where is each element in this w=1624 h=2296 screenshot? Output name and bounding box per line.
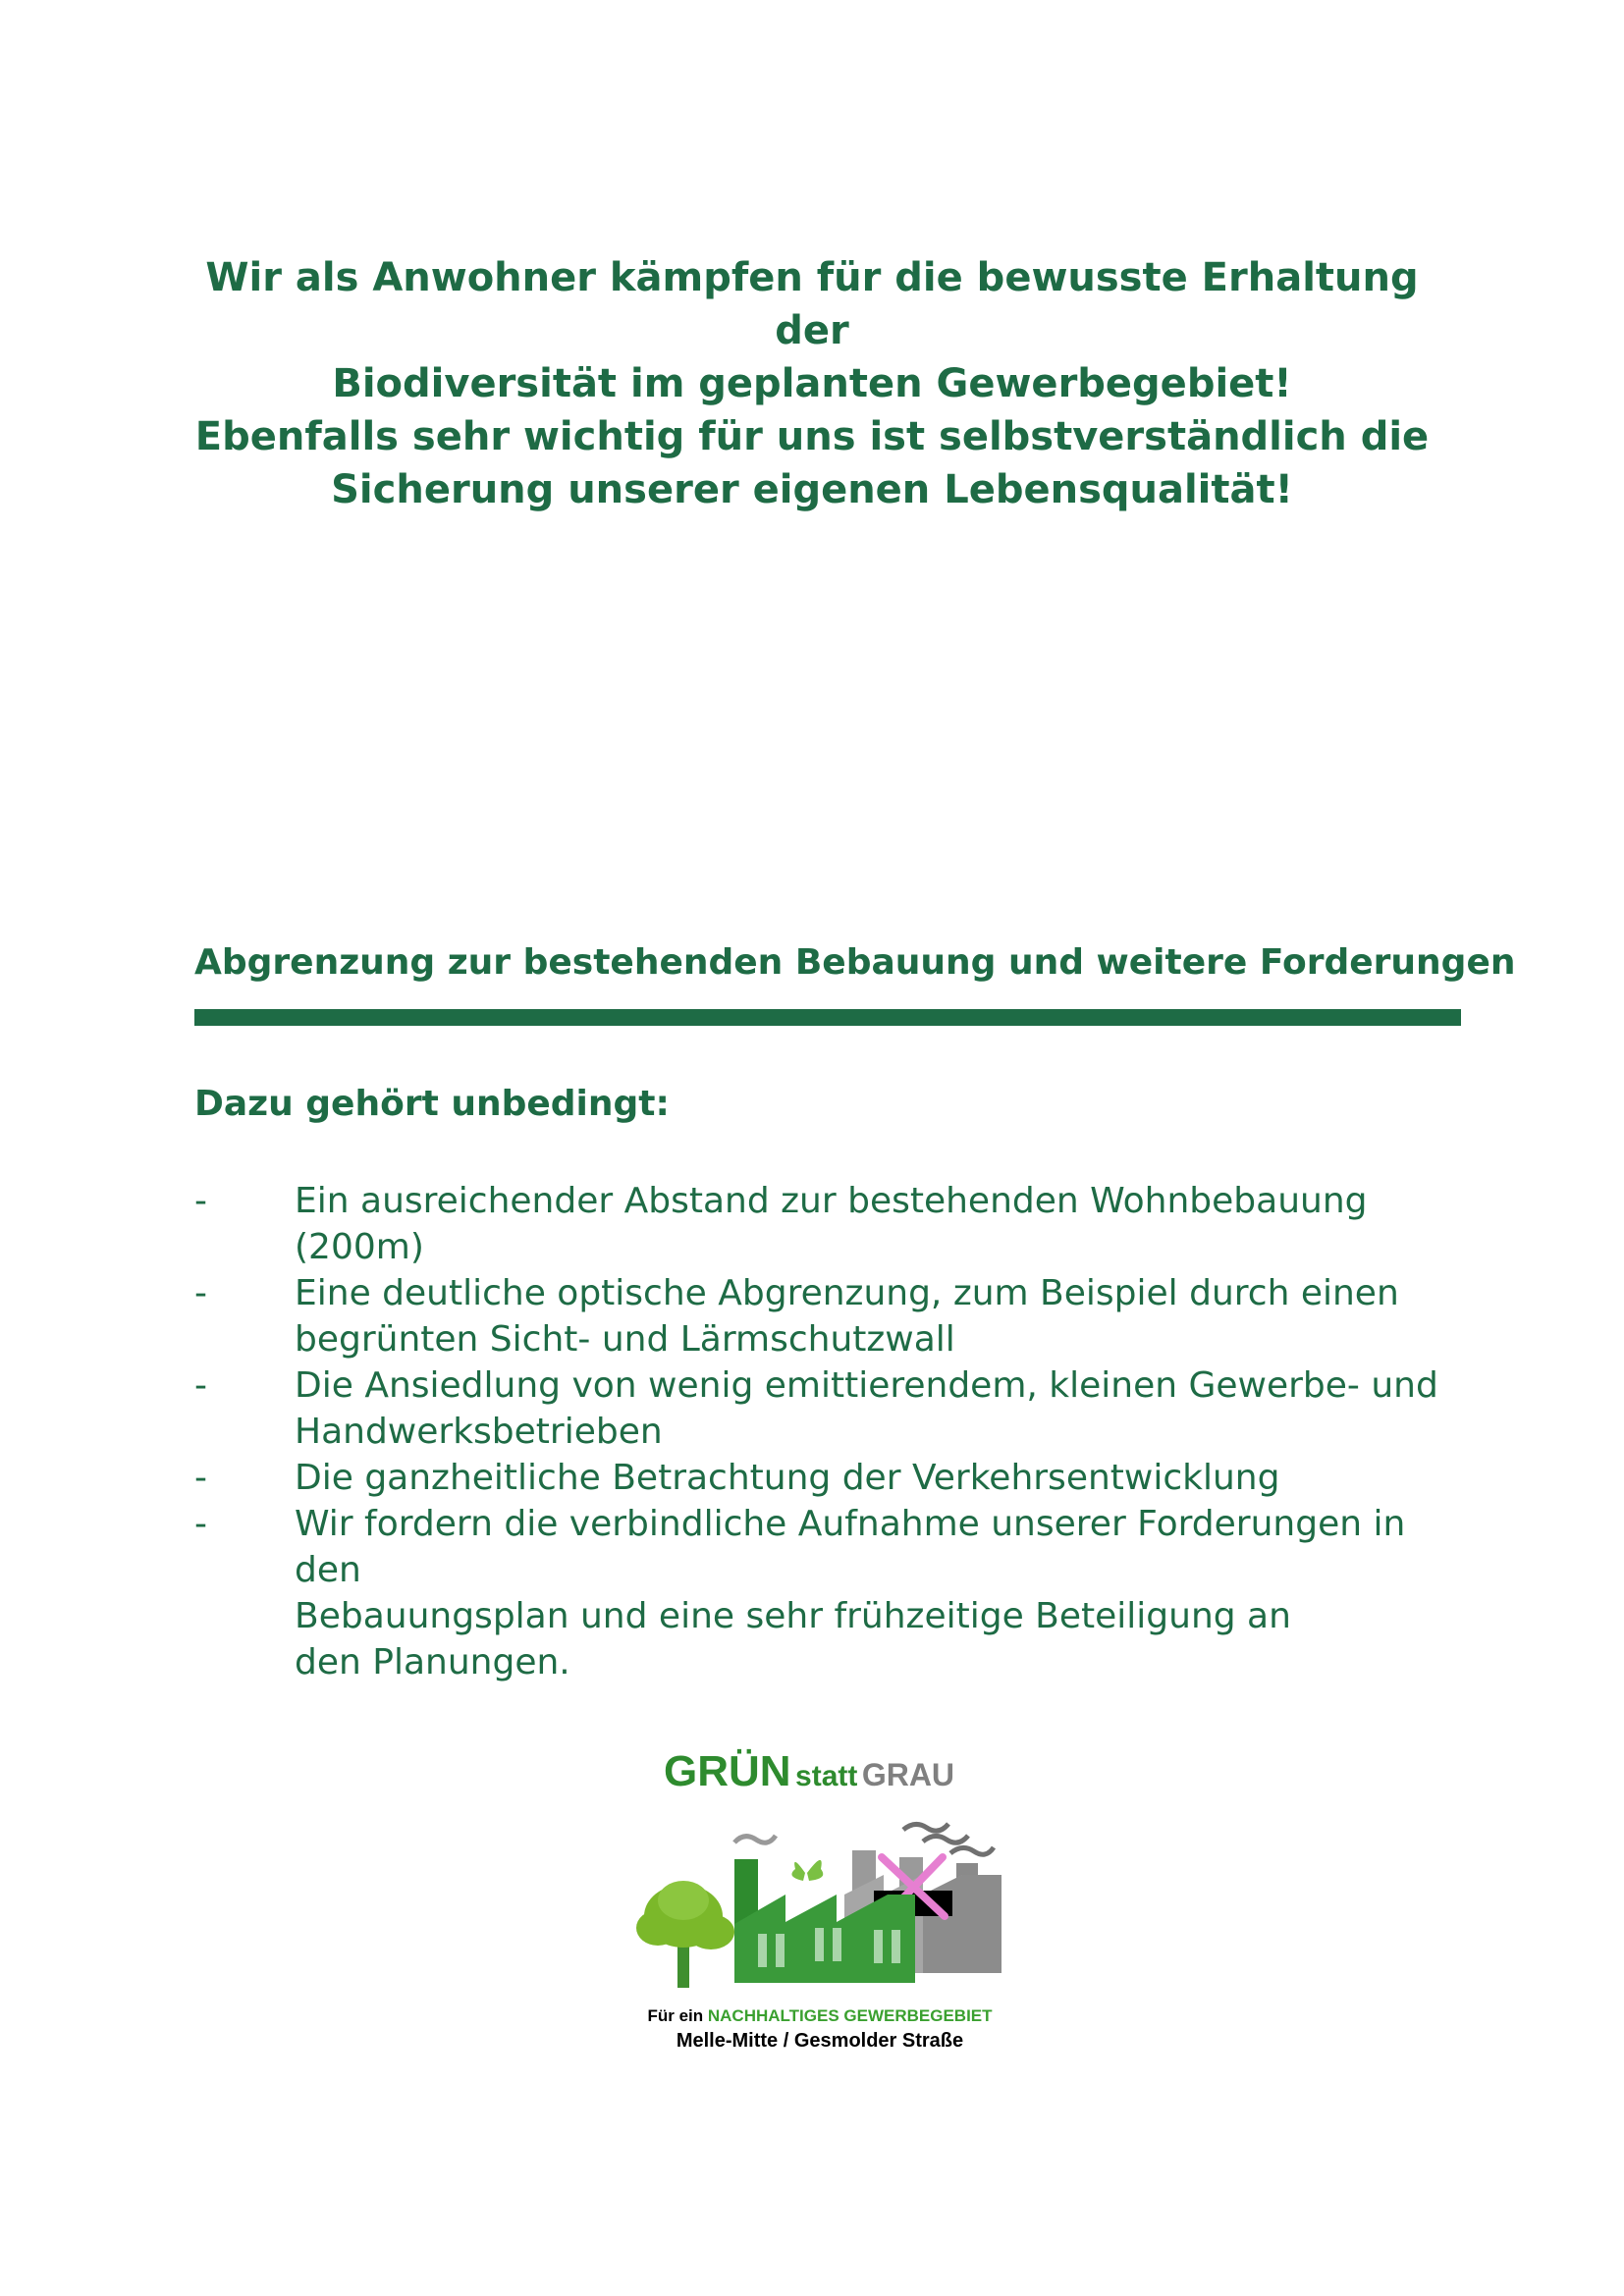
section-heading: Abgrenzung zur bestehenden Bebauung und weitere Forderungen bbox=[194, 942, 1516, 983]
headline-quality-of-life: Ebenfalls sehr wichtig für uns ist selbstverständlich die Sicherung unserer eigenen Lebensqualität! bbox=[194, 414, 1430, 512]
gruen-statt-grau-logo bbox=[628, 1747, 1011, 2071]
demands-list bbox=[194, 1178, 1471, 1685]
list-item-text: Die Ansiedlung von wenig emittierendem, kleinen Gewerbe- und Handwerksbetrieben bbox=[295, 1365, 1438, 1452]
list-bullet: - bbox=[194, 1273, 207, 1313]
list-item bbox=[194, 1362, 1471, 1455]
butterfly-icon bbox=[791, 1860, 823, 1881]
list-item bbox=[194, 1270, 1471, 1362]
list-bullet: - bbox=[194, 1458, 207, 1498]
logo-title-mid: statt bbox=[795, 1760, 858, 1792]
list-bullet: - bbox=[194, 1181, 207, 1221]
list-item bbox=[194, 1455, 1471, 1501]
green-factory-icon bbox=[734, 1836, 915, 1983]
logo-title-end: GRAU bbox=[861, 1757, 955, 1792]
logo-caption-prefix: Für ein bbox=[647, 2006, 704, 2025]
list-item-text: Ein ausreichender Abstand zur bestehenden Wohnbebauung (200m) bbox=[295, 1181, 1368, 1267]
logo-illustration bbox=[628, 1747, 1011, 2002]
tree-icon bbox=[636, 1881, 734, 1988]
section-intro: Dazu gehört unbedingt: bbox=[194, 1084, 670, 1124]
list-item-text: Eine deutliche optische Abgrenzung, zum Beispiel durch einen begrünten Sicht- und Lärmschutzwall bbox=[295, 1273, 1399, 1360]
headline-biodiversity: Wir als Anwohner kämpfen für die bewusste Erhaltung der Biodiversität im geplanten Gewerbegebiet! bbox=[205, 255, 1419, 406]
list-bullet: - bbox=[194, 1365, 207, 1406]
list-item-text: Wir fordern die verbindliche Aufnahme unserer Forderungen in den Bebauungsplan und eine sehr frühzeitige Beteiligung an den Planungen. bbox=[295, 1504, 1406, 1682]
section-divider bbox=[194, 1009, 1461, 1026]
logo-caption-line-2: Melle-Mitte / Gesmolder Straße bbox=[676, 2030, 964, 2052]
logo-caption-highlight: NACHHALTIGES GEWERBEGEBIET bbox=[707, 2006, 993, 2025]
list-item bbox=[194, 1178, 1471, 1270]
list-item-text: Die ganzheitliche Betrachtung der Verkehrsentwicklung bbox=[295, 1458, 1280, 1498]
logo-title-main: GRÜN bbox=[664, 1747, 791, 1795]
list-bullet: - bbox=[194, 1504, 207, 1544]
logo-caption-line-1 bbox=[628, 2006, 1011, 2026]
list-item bbox=[194, 1501, 1471, 1685]
